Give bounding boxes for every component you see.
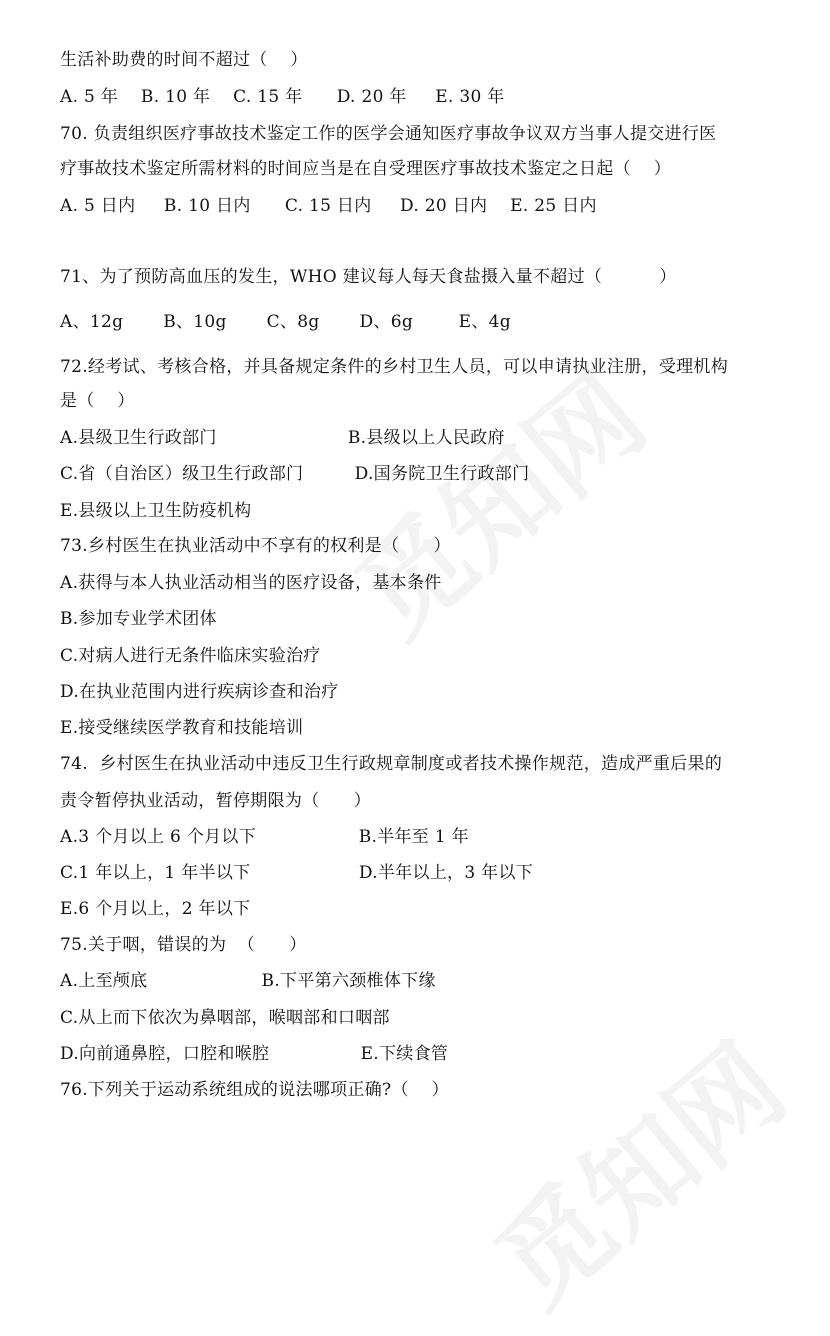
question-72-options-ab: A.县级卫生行政部门 B.县级以上人民政府	[60, 428, 505, 448]
watermark-text-bottom	[458, 1002, 812, 1335]
question-71-stem: 71、为了预防高血压的发生，WHO 建议每人每天食盐摄入量不超过（ ）	[60, 267, 677, 287]
question-73-option-c: C.对病人进行无条件临床实验治疗	[60, 646, 321, 666]
question-74-option-e: E.6 个月以上，2 年以下	[60, 899, 251, 919]
question-75-stem: 75.关于咽，错误的为 （ ）	[60, 935, 307, 955]
question-73-option-d: D.在执业范围内进行疾病诊查和治疗	[60, 682, 339, 702]
question-72-stem: 72.经考试、考核合格，并具备规定条件的乡村卫生人员，可以申请执业注册，受理机构	[60, 357, 729, 377]
question-70-stem-cont: 疗事故技术鉴定所需材料的时间应当是在自受理医疗事故技术鉴定之日起（ ）	[60, 159, 672, 179]
question-69-options: A. 5 年 B. 10 年 C. 15 年 D. 20 年 E. 30 年	[60, 87, 505, 107]
question-70-options: A. 5 日内 B. 10 日内 C. 15 日内 D. 20 日内 E. 25 日内	[60, 196, 597, 216]
question-74-options-ab: A.3 个月以上 6 个月以下 B.半年至 1 年	[60, 827, 469, 847]
question-76-stem: 76.下列关于运动系统组成的说法哪项正确?（ ）	[60, 1080, 449, 1100]
question-72-stem-cont: 是（ ）	[60, 391, 135, 411]
question-74-stem: 74. 乡村医生在执业活动中违反卫生行政规章制度或者技术操作规范，造成严重后果的	[60, 754, 723, 774]
question-74-options-cd: C.1 年以上，1 年半以下 D.半年以上，3 年以下	[60, 863, 534, 883]
question-72-options-cd: C.省（自治区）级卫生行政部门 D.国务院卫生行政部门	[60, 464, 530, 484]
question-75-option-c: C.从上而下依次为鼻咽部，喉咽部和口咽部	[60, 1008, 390, 1028]
watermark-text	[318, 332, 672, 665]
question-75-options-de: D.向前通鼻腔，口腔和喉腔 E.下续食管	[60, 1044, 449, 1064]
question-74-stem-cont: 责令暂停执业活动，暂停期限为（ ）	[60, 791, 372, 811]
question-71-options: A、12g B、10g C、8g D、6g E、4g	[60, 312, 511, 332]
question-73-option-a: A.获得与本人执业活动相当的医疗设备，基本条件	[60, 573, 442, 593]
question-73-option-e: E.接受继续医学教育和技能培训	[60, 718, 304, 738]
question-75-options-ab: A.上至颅底 B.下平第六颈椎体下缘	[60, 971, 436, 991]
question-72-option-e: E.县级以上卫生防疫机构	[60, 501, 252, 521]
question-70-stem: 70. 负责组织医疗事故技术鉴定工作的医学会通知医疗事故争议双方当事人提交进行医	[60, 124, 717, 144]
question-73-stem: 73.乡村医生在执业活动中不享有的权利是（ ）	[60, 536, 451, 556]
question-69-stem-end: 生活补助费的时间不超过（ ）	[60, 50, 308, 70]
question-73-option-b: B.参加专业学术团体	[60, 609, 217, 629]
